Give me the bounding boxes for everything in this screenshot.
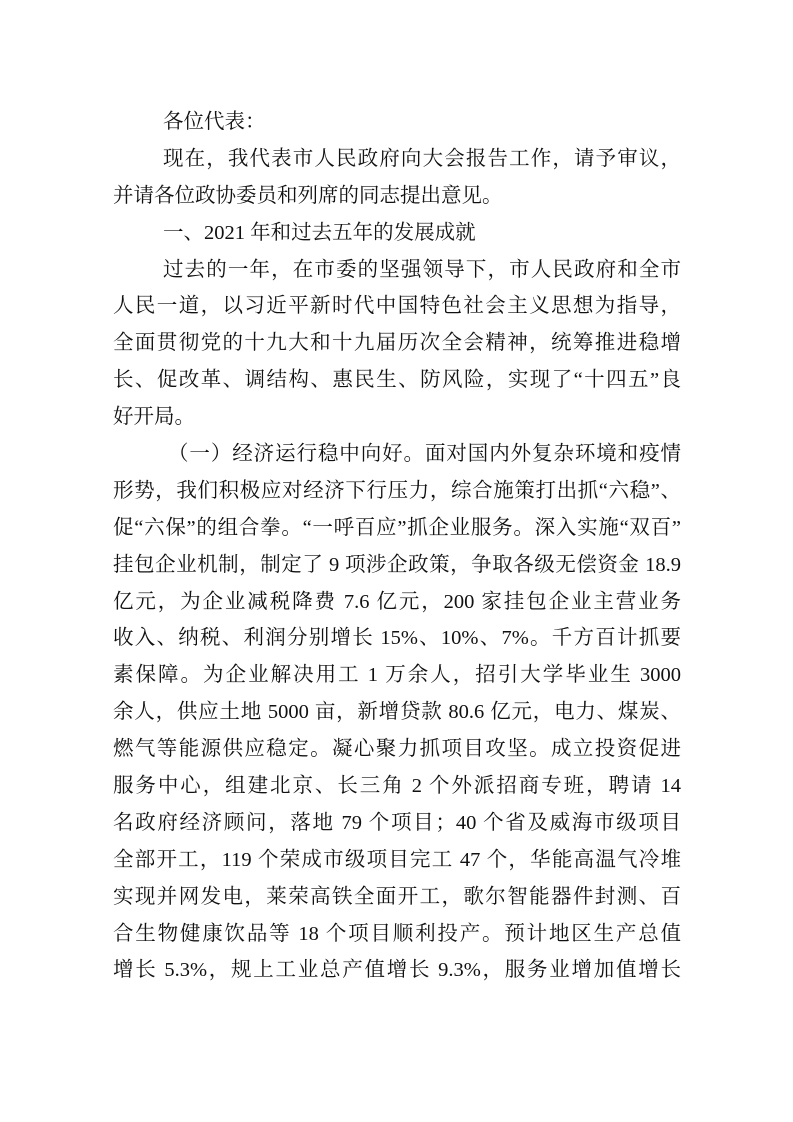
text-line: 名政府经济顾问，落地 79 个项目；40 个省及威海市级项目 [113,811,681,834]
text-line: 全部开工，119 个荣成市级项目完工 47 个，华能高温气冷堆 [113,848,681,871]
text-line: 好开局。 [113,406,195,429]
text-line: 合生物健康饮品等 18 个项目顺利投产。预计地区生产总值 [113,922,681,945]
text-line: 现在，我代表市人民政府向大会报告工作，请予审议， [163,147,681,170]
text-line: 过去的一年，在市委的坚强领导下，市人民政府和全市 [163,258,681,281]
text-line: 形势，我们积极应对经济下行压力，综合施策打出抓“六稳”、 [113,479,681,502]
text-line: 各位代表： [163,111,266,133]
text-line: 实现并网发电，莱荣高铁全面开工，歌尔智能器件封测、百 [113,885,681,908]
text-line: 促“六保”的组合拳。“一呼百应”抓企业服务。深入实施“双百” [113,516,681,539]
document-page [113,104,681,989]
text-line: 全面贯彻党的十九大和十九届历次全会精神，统筹推进稳增 [113,332,681,355]
text-line: 余人，供应土地 5000 亩，新增贷款 80.6 亿元，电力、煤炭、 [113,701,681,724]
text-line: 一、2021 年和过去五年的发展成就 [163,221,476,244]
text-line: 亿元，为企业减税降费 7.6 亿元，200 家挂包企业主营业务 [113,590,681,613]
text-line: 人民一道，以习近平新时代中国特色社会主义思想为指导， [113,295,681,318]
text-line: 收入、纳税、利润分别增长 15%、10%、7%。千方百计抓要 [113,627,681,650]
text-line: 增长 5.3%，规上工业总产值增长 9.3%，服务业增加值增长 [113,959,681,982]
text-line: （一）经济运行稳中向好。面对国内外复杂环境和疫情 [168,443,681,466]
text-line: 素保障。为企业解决用工 1 万余人，招引大学毕业生 3000 [113,664,681,687]
text-line: 挂包企业机制，制定了 9 项涉企政策，争取各级无偿资金 18.9 [113,553,681,576]
text-line: 服务中心，组建北京、长三角 2 个外派招商专班，聘请 14 [113,775,681,798]
text-line: 长、促改革、调结构、惠民生、防风险，实现了“十四五”良 [113,369,681,392]
text-line: 并请各位政协委员和列席的同志提出意见。 [113,184,503,207]
text-line: 燃气等能源供应稳定。凝心聚力抓项目攻坚。成立投资促进 [113,738,681,761]
